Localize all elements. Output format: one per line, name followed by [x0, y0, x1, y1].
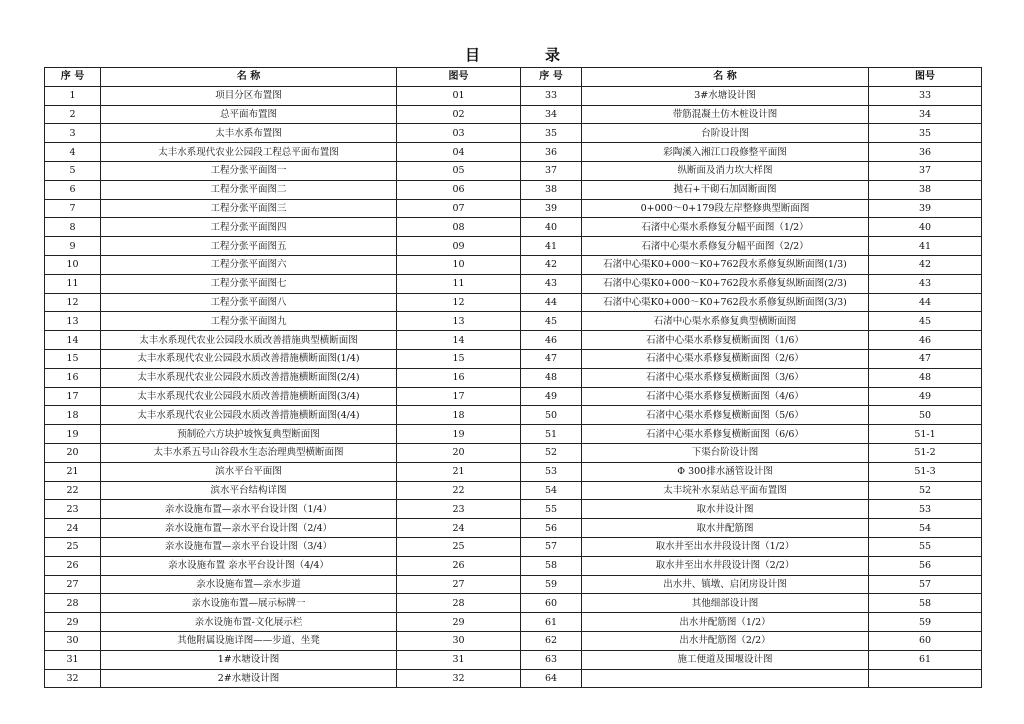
row-seq-left: 17 — [45, 387, 101, 406]
row-name-right: 石渚中心渠水系修复横断面图（6/6） — [582, 425, 869, 444]
row-fig-left: 16 — [397, 368, 521, 387]
row-fig-left: 19 — [397, 425, 521, 444]
row-seq-left: 7 — [45, 199, 101, 218]
row-name-left: 工程分张平面图四 — [101, 218, 397, 237]
row-fig-left: 17 — [397, 387, 521, 406]
row-fig-right — [869, 669, 982, 688]
row-seq-right: 34 — [521, 105, 582, 124]
row-seq-right: 41 — [521, 237, 582, 256]
row-fig-left: 11 — [397, 274, 521, 293]
row-name-left: 亲水设施布置—亲水平台设计图（3/4） — [101, 537, 397, 556]
table-row — [45, 669, 982, 688]
row-name-left: 太丰水系五号山谷段水生态治理典型横断面图 — [101, 443, 397, 462]
row-name-right: 石渚中心渠K0+000～K0+762段水系修复纵断面图(1/3) — [582, 255, 869, 274]
table-row — [45, 218, 982, 237]
row-fig-left: 15 — [397, 349, 521, 368]
row-fig-left: 29 — [397, 613, 521, 632]
row-name-left: 工程分张平面图六 — [101, 255, 397, 274]
row-name-right: 台阶设计图 — [582, 124, 869, 143]
row-name-left: 工程分张平面图三 — [101, 199, 397, 218]
row-seq-left: 4 — [45, 143, 101, 162]
row-seq-left: 12 — [45, 293, 101, 312]
row-fig-right: 35 — [869, 124, 982, 143]
row-seq-left: 29 — [45, 613, 101, 632]
row-name-left: 亲水设施布置 亲水平台设计图（4/4） — [101, 556, 397, 575]
row-name-left: 太丰水系现代农业公园段水质改善措施典型横断面图 — [101, 331, 397, 350]
row-name-left: 亲水设施布置—亲水平台设计图（2/4） — [101, 519, 397, 538]
row-seq-left: 26 — [45, 556, 101, 575]
row-fig-left: 18 — [397, 406, 521, 425]
row-fig-left: 03 — [397, 124, 521, 143]
row-name-left: 太丰水系现代农业公园段水质改善措施横断面图(2/4) — [101, 368, 397, 387]
row-seq-left: 10 — [45, 255, 101, 274]
row-fig-right: 61 — [869, 650, 982, 669]
header-name-right: 名 称 — [582, 68, 869, 87]
row-fig-right: 37 — [869, 161, 982, 180]
row-name-left: 亲水设施布置—亲水步道 — [101, 575, 397, 594]
row-fig-left: 22 — [397, 481, 521, 500]
row-seq-left: 31 — [45, 650, 101, 669]
row-name-right: 石渚中心渠水系修复典型横断面图 — [582, 312, 869, 331]
row-name-right: 石渚中心渠水系修复横断面图（5/6） — [582, 406, 869, 425]
row-fig-left: 05 — [397, 161, 521, 180]
row-fig-left: 13 — [397, 312, 521, 331]
row-name-left: 工程分张平面图八 — [101, 293, 397, 312]
row-seq-left: 2 — [45, 105, 101, 124]
row-fig-left: 31 — [397, 650, 521, 669]
row-seq-right: 49 — [521, 387, 582, 406]
row-fig-right: 40 — [869, 218, 982, 237]
row-name-right: 取水井至出水井段设计图（1/2） — [582, 537, 869, 556]
row-seq-right: 43 — [521, 274, 582, 293]
row-fig-right: 52 — [869, 481, 982, 500]
table-row — [45, 462, 982, 481]
row-name-right: 抛石+干砌石加固断面图 — [582, 180, 869, 199]
row-seq-left: 23 — [45, 500, 101, 519]
row-fig-left: 24 — [397, 519, 521, 538]
row-name-left: 亲水设施布置—亲水平台设计图（1/4） — [101, 500, 397, 519]
row-name-left: 总平面布置图 — [101, 105, 397, 124]
row-name-right: 0+000～0+179段左岸整修典型断面图 — [582, 199, 869, 218]
row-seq-left: 1 — [45, 86, 101, 105]
row-name-right: 石渚中心渠K0+000～K0+762段水系修复纵断面图(2/3) — [582, 274, 869, 293]
row-seq-left: 18 — [45, 406, 101, 425]
row-fig-left: 30 — [397, 631, 521, 650]
table-row — [45, 425, 982, 444]
row-seq-right: 56 — [521, 519, 582, 538]
row-name-left: 滨水平台平面图 — [101, 462, 397, 481]
table-row — [45, 500, 982, 519]
row-seq-left: 24 — [45, 519, 101, 538]
row-fig-left: 26 — [397, 556, 521, 575]
row-name-right: 取水井至出水井段设计图（2/2） — [582, 556, 869, 575]
row-seq-left: 13 — [45, 312, 101, 331]
row-seq-left: 25 — [45, 537, 101, 556]
table-row — [45, 519, 982, 538]
row-fig-left: 28 — [397, 594, 521, 613]
row-fig-left: 02 — [397, 105, 521, 124]
table-row — [45, 650, 982, 669]
table-row — [45, 481, 982, 500]
row-fig-right: 39 — [869, 199, 982, 218]
table-row — [45, 537, 982, 556]
row-name-left: 亲水设施布置-文化展示栏 — [101, 613, 397, 632]
row-fig-right: 49 — [869, 387, 982, 406]
row-fig-right: 59 — [869, 613, 982, 632]
row-fig-right: 42 — [869, 255, 982, 274]
row-name-right: 出水井、镇墩、启闭房设计图 — [582, 575, 869, 594]
row-seq-right: 53 — [521, 462, 582, 481]
row-fig-left: 14 — [397, 331, 521, 350]
row-seq-right: 60 — [521, 594, 582, 613]
row-name-right: 取水井配筋图 — [582, 519, 869, 538]
row-fig-left: 04 — [397, 143, 521, 162]
row-seq-left: 9 — [45, 237, 101, 256]
row-fig-left: 10 — [397, 255, 521, 274]
row-name-right: 下渠台阶设计图 — [582, 443, 869, 462]
row-name-left: 2#水塘设计图 — [101, 669, 397, 688]
row-fig-right: 56 — [869, 556, 982, 575]
row-seq-right: 36 — [521, 143, 582, 162]
row-seq-left: 27 — [45, 575, 101, 594]
table-row — [45, 199, 982, 218]
row-fig-left: 21 — [397, 462, 521, 481]
row-name-left: 滨水平台结构详图 — [101, 481, 397, 500]
table-row — [45, 143, 982, 162]
row-seq-right: 46 — [521, 331, 582, 350]
row-fig-right: 45 — [869, 312, 982, 331]
table-row — [45, 406, 982, 425]
row-name-left: 工程分张平面图五 — [101, 237, 397, 256]
row-name-left: 工程分张平面图七 — [101, 274, 397, 293]
row-fig-right: 51-2 — [869, 443, 982, 462]
table-row — [45, 124, 982, 143]
row-seq-left: 19 — [45, 425, 101, 444]
row-seq-right: 57 — [521, 537, 582, 556]
row-fig-right: 33 — [869, 86, 982, 105]
row-fig-right: 51-3 — [869, 462, 982, 481]
row-fig-left: 27 — [397, 575, 521, 594]
row-seq-left: 5 — [45, 161, 101, 180]
row-fig-right: 41 — [869, 237, 982, 256]
row-seq-right: 40 — [521, 218, 582, 237]
table-row — [45, 594, 982, 613]
row-fig-right: 50 — [869, 406, 982, 425]
header-fig-left: 图号 — [397, 68, 521, 87]
row-fig-left: 25 — [397, 537, 521, 556]
row-seq-right: 59 — [521, 575, 582, 594]
row-fig-right: 38 — [869, 180, 982, 199]
row-name-left: 工程分张平面图九 — [101, 312, 397, 331]
row-seq-right: 44 — [521, 293, 582, 312]
row-name-left: 项目分区布置图 — [101, 86, 397, 105]
row-name-left: 太丰水系现代农业公园段水质改善措施横断面图(3/4) — [101, 387, 397, 406]
row-seq-left: 20 — [45, 443, 101, 462]
row-seq-right: 62 — [521, 631, 582, 650]
table-row — [45, 237, 982, 256]
row-fig-left: 01 — [397, 86, 521, 105]
table-row — [45, 312, 982, 331]
row-fig-right: 44 — [869, 293, 982, 312]
table-row — [45, 575, 982, 594]
row-fig-right: 57 — [869, 575, 982, 594]
row-seq-left: 8 — [45, 218, 101, 237]
header-seq-right: 序 号 — [521, 68, 582, 87]
row-name-left: 太丰水系现代农业公园段工程总平面布置图 — [101, 143, 397, 162]
row-name-right: 石渚中心渠水系修复横断面图（1/6） — [582, 331, 869, 350]
row-fig-left: 08 — [397, 218, 521, 237]
row-seq-right: 52 — [521, 443, 582, 462]
row-seq-left: 11 — [45, 274, 101, 293]
row-seq-left: 3 — [45, 124, 101, 143]
row-seq-right: 33 — [521, 86, 582, 105]
row-name-right: Φ 300排水涵管设计图 — [582, 462, 869, 481]
row-fig-left: 23 — [397, 500, 521, 519]
row-seq-right: 58 — [521, 556, 582, 575]
table-row — [45, 180, 982, 199]
row-name-right: 带筋混凝土仿木桩设计图 — [582, 105, 869, 124]
row-name-right: 石渚中心渠水系修复横断面图（4/6） — [582, 387, 869, 406]
row-name-left: 1#水塘设计图 — [101, 650, 397, 669]
row-fig-right: 55 — [869, 537, 982, 556]
table-row — [45, 368, 982, 387]
row-name-right: 太丰垸补水泵站总平面布置图 — [582, 481, 869, 500]
row-fig-left: 12 — [397, 293, 521, 312]
row-seq-right: 35 — [521, 124, 582, 143]
row-fig-right: 48 — [869, 368, 982, 387]
row-seq-right: 39 — [521, 199, 582, 218]
table-row — [45, 331, 982, 350]
row-name-right: 石渚中心渠水系修复分幅平面图（2/2） — [582, 237, 869, 256]
row-name-right: 出水井配筋图（2/2） — [582, 631, 869, 650]
row-name-left: 其他附属设施详图——步道、坐凳 — [101, 631, 397, 650]
row-name-right: 石渚中心渠水系修复分幅平面图（1/2） — [582, 218, 869, 237]
row-seq-right: 50 — [521, 406, 582, 425]
row-name-left: 工程分张平面图一 — [101, 161, 397, 180]
row-seq-right: 37 — [521, 161, 582, 180]
row-seq-left: 28 — [45, 594, 101, 613]
row-fig-right: 46 — [869, 331, 982, 350]
row-seq-right: 51 — [521, 425, 582, 444]
table-row — [45, 613, 982, 632]
row-fig-right: 43 — [869, 274, 982, 293]
table-row — [45, 161, 982, 180]
row-fig-left: 09 — [397, 237, 521, 256]
row-fig-left: 32 — [397, 669, 521, 688]
row-name-left: 太丰水系布置图 — [101, 124, 397, 143]
title-part-1: 目 — [465, 46, 481, 64]
row-seq-right: 42 — [521, 255, 582, 274]
row-fig-right: 47 — [869, 349, 982, 368]
row-seq-right: 47 — [521, 349, 582, 368]
row-seq-left: 32 — [45, 669, 101, 688]
row-seq-left: 21 — [45, 462, 101, 481]
row-seq-left: 22 — [45, 481, 101, 500]
row-seq-right: 63 — [521, 650, 582, 669]
row-name-left: 太丰水系现代农业公园段水质改善措施横断面图(1/4) — [101, 349, 397, 368]
row-name-right: 施工便道及围堰设计图 — [582, 650, 869, 669]
table-row — [45, 293, 982, 312]
table-row — [45, 556, 982, 575]
row-name-right: 其他细部设计图 — [582, 594, 869, 613]
row-seq-right: 38 — [521, 180, 582, 199]
table-row — [45, 86, 982, 105]
row-seq-left: 6 — [45, 180, 101, 199]
row-fig-right: 60 — [869, 631, 982, 650]
header-seq-left: 序 号 — [45, 68, 101, 87]
table-row — [45, 274, 982, 293]
table-row — [45, 387, 982, 406]
table-row — [45, 443, 982, 462]
row-seq-left: 16 — [45, 368, 101, 387]
table-row — [45, 349, 982, 368]
row-fig-left: 20 — [397, 443, 521, 462]
row-fig-right: 34 — [869, 105, 982, 124]
row-name-right — [582, 669, 869, 688]
header-fig-right: 图号 — [869, 68, 982, 87]
table-row — [45, 631, 982, 650]
row-name-left: 亲水设施布置—展示标牌一 — [101, 594, 397, 613]
row-seq-right: 61 — [521, 613, 582, 632]
row-name-right: 纵断面及消力坎大样图 — [582, 161, 869, 180]
row-fig-right: 58 — [869, 594, 982, 613]
row-name-left: 太丰水系现代农业公园段水质改善措施横断面图(4/4) — [101, 406, 397, 425]
row-fig-left: 07 — [397, 199, 521, 218]
row-name-right: 取水井设计图 — [582, 500, 869, 519]
row-seq-right: 55 — [521, 500, 582, 519]
header-name-left: 名 称 — [101, 68, 397, 87]
table-row — [45, 255, 982, 274]
row-name-right: 石渚中心渠水系修复横断面图（3/6） — [582, 368, 869, 387]
row-fig-right: 54 — [869, 519, 982, 538]
row-name-right: 彩陶溪入湘江口段修整平面图 — [582, 143, 869, 162]
row-fig-right: 53 — [869, 500, 982, 519]
title-part-2: 录 — [545, 46, 561, 64]
row-name-right: 石渚中心渠K0+000～K0+762段水系修复纵断面图(3/3) — [582, 293, 869, 312]
row-name-left: 预制砼六方块护坡恢复典型断面图 — [101, 425, 397, 444]
row-seq-left: 30 — [45, 631, 101, 650]
row-fig-left: 06 — [397, 180, 521, 199]
row-name-right: 出水井配筋图（1/2） — [582, 613, 869, 632]
row-seq-left: 14 — [45, 331, 101, 350]
row-fig-right: 51-1 — [869, 425, 982, 444]
row-seq-left: 15 — [45, 349, 101, 368]
row-name-right: 3#水塘设计图 — [582, 86, 869, 105]
row-seq-right: 64 — [521, 669, 582, 688]
row-fig-right: 36 — [869, 143, 982, 162]
row-seq-right: 54 — [521, 481, 582, 500]
row-name-left: 工程分张平面图二 — [101, 180, 397, 199]
table-row — [45, 105, 982, 124]
header-row — [45, 68, 982, 87]
row-name-right: 石渚中心渠水系修复横断面图（2/6） — [582, 349, 869, 368]
contents-table — [44, 67, 982, 688]
row-seq-right: 48 — [521, 368, 582, 387]
row-seq-right: 45 — [521, 312, 582, 331]
